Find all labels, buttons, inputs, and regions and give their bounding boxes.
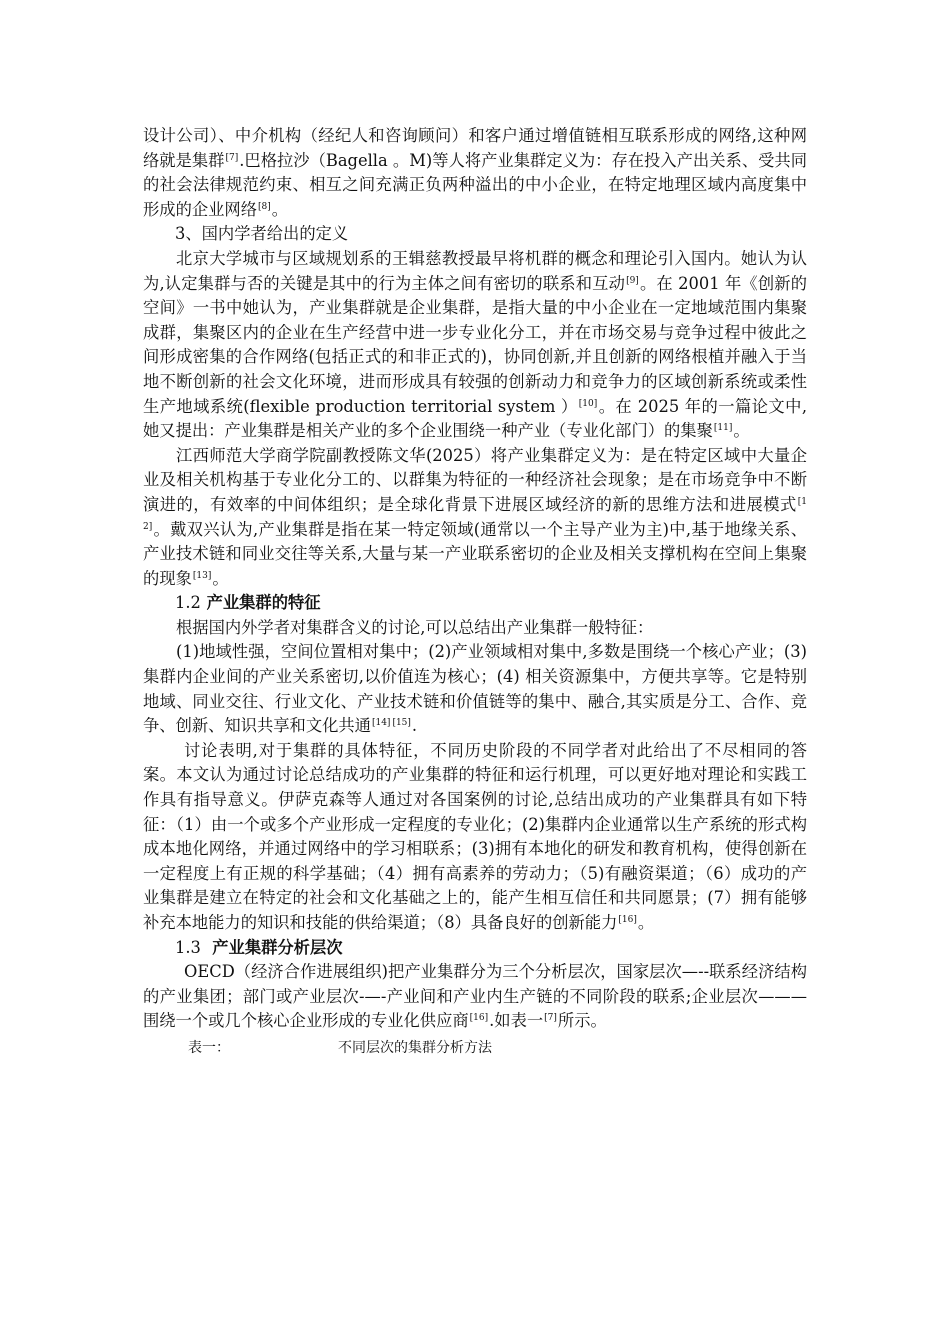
citation-ref: [10]	[578, 398, 598, 409]
paragraph-text: 。在 2025 年的一篇论文中,她又提出：产业集群是相关产业的多个企业围绕一种产业（专业化部门）的集聚	[143, 396, 808, 441]
paragraph-text: OECD（经济合作进展组织)把产业集群分为三个分析层次，国家层次—--联系经济结构的产业集团；部门或产业层次-—-产业间和产业内生产链的不同阶段的联系;企业层次———围绕一个或几个核心企业形成的专业化供应商	[143, 962, 807, 1031]
paragraph-text: 所示。	[557, 1011, 607, 1031]
paragraph-text: 。	[212, 568, 229, 588]
paragraph-text: (1)地域性强，空间位置相对集中；(2)产业领域相对集中,多数是围绕一个核心产业；(3)集群内企业间的产业关系密切,以价值连为核心；(4) 相关资源集中，方便共享等。它是特别地域、同业交往、行业文化、产业技术链和价值链等的集中、融合,其实质是分工、合作、竞争、创新、知识共享和文化共通	[143, 642, 807, 736]
paragraph-oecd-levels	[143, 960, 807, 1034]
citation-ref: [11]	[713, 423, 733, 434]
subheading-domestic-definitions: 3、国内学者给出的定义	[175, 224, 349, 244]
paragraph-text: 。戴双兴认为,产业集群是指在某一特定领域(通常以一个主导产业为主)中,基于地缘关系、产业技术链和同业交往等关系,大量与某一产业联系密切的企业及相关支撑机构在空间上集聚的现象	[143, 519, 807, 588]
paragraph-text: 江西师范大学商学院副教授陈文华(2025）将产业集群定义为：是在特定区域中大量企业及相关机构基于专业化分工的、以群集为特征的一种经济社会现象；是在市场竞争中不断演进的，有效率的中间体组织；是全球化背景下进展区域经济的新的思维方法和进展模式	[143, 445, 807, 514]
citation-ref: [14]	[371, 718, 391, 729]
section-number: 1.2	[175, 593, 201, 613]
citation-ref: [8]	[257, 201, 271, 212]
citation-ref: [9]	[626, 275, 639, 286]
paragraph-text: 。	[733, 421, 750, 441]
paragraph-text: 。	[637, 913, 655, 932]
paragraph-text: 。在 2001 年《创新的空间》一书中她认为，产业集群就是企业集群，是指大量的中小企业在一定地域范围内集聚成群，集聚区内的企业在生产经营中进一步专业化分工，并在市场交易与竞争过程中彼此之间形成密集的合作网络(包括正式的和非正式的)，协同创新,并且创新的网络根植并融入于当地不断创新的社会文化环境，进而形成具有较强的创新动力和竞争力的区域创新系统或柔性生产地域系统(flexible production territorial system ）	[143, 273, 807, 416]
section-heading-features	[143, 591, 807, 616]
citation-ref: [7]	[225, 152, 239, 163]
paragraph-text: 讨论表明,对于集群的具体特征，不同历史阶段的不同学者对此给出了不尽相同的答案。本文认为通过讨论总结成功的产业集群的特征和运行机理，可以更好地对理论和实践工作具有指导意义。伊萨克森等人通过对各国案例的讨论,总结出成功的产业集群具有如下特征：（1）由一个或多个产业形成一定程度的专业化；(2)集群内企业通常以生产系统的形式构成本地化网络，并通过网络中的学习相联系；(3)拥有本地化的研发和教育机构，使得创新在一定程度上有正规的科学基础；（4）拥有高素养的劳动力；（5)有融资渠道；（6）成功的产业集群是建立在特定的社会和文化基础之上的，能产生相互信任和共同愿景；(7）拥有能够补充本地能力的知识和技能的供给渠道；（8）具备良好的创新能力	[143, 740, 807, 932]
document-page	[143, 124, 807, 1060]
paragraph-text: 设计公司）、中介机构（经纪人和咨询顾问）和客户通过增值链相互联系形成的网络,这种网络就是集群	[143, 126, 807, 170]
section-title: 产业集群的特征	[206, 593, 321, 613]
paragraph-features-intro: 根据国内外学者对集群含义的讨论,可以总结出产业集群一般特征：	[176, 617, 654, 637]
paragraph-text: .	[411, 716, 418, 736]
paragraph-wang-jici	[143, 247, 807, 444]
paragraph-text: 。	[271, 199, 289, 219]
citation-ref: [13]	[192, 570, 212, 581]
citation-ref: [12]	[143, 496, 807, 532]
paragraph-text: 北京大学城市与区域规划系的王辑慈教授最早将机群的概念和理论引入国内。她认为认为,认定集群与否的关键是其中的行为主体之间有密切的联系和互动	[143, 248, 807, 293]
paragraph-network-definition	[143, 124, 807, 222]
table-title: 不同层次的集群分析方法	[338, 1039, 492, 1056]
table-label: 表一：	[188, 1039, 230, 1056]
section-title: 产业集群分析层次	[212, 937, 343, 957]
paragraph-chen-wenhua	[143, 444, 807, 592]
section-number: 1.3	[175, 937, 201, 957]
citation-ref: [15]	[392, 718, 411, 729]
paragraph-isaksen-features	[143, 739, 807, 936]
paragraph-features-list	[143, 640, 807, 738]
paragraph-text: .如表一	[489, 1011, 544, 1031]
citation-ref: [16]	[618, 915, 637, 925]
citation-ref: [7]	[544, 1013, 557, 1024]
paragraph-text: .巴格拉沙（Bagella 。M)等人将产业集群定义为：存在投入产出关系、受共同的社会法律规范约束、相互之间充满正负两种溢出的中小企业，在特定地理区域内高度集中形成的企业网络	[143, 150, 807, 219]
section-heading-levels	[143, 936, 807, 961]
table-caption	[143, 1036, 807, 1060]
citation-ref: [16]	[469, 1013, 489, 1024]
